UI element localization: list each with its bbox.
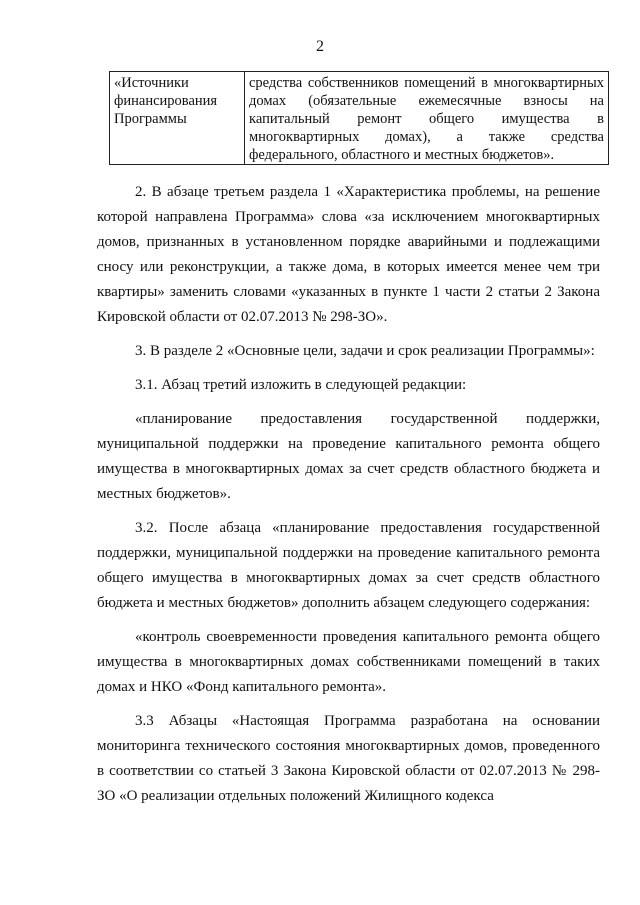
table-row: [110, 72, 609, 165]
paragraph: 3.1. Абзац третий изложить в следующей редакции:: [135, 377, 467, 393]
table-cell-value: средства собственников помещений в многоквартирных домах (обязательные ежемесячные взносы на капитальный ремонт общего имущества в многоквартирных домах), а также средства федерального, областного и местных бюджетов».: [245, 72, 609, 165]
paragraph: 3. В разделе 2 «Основные цели, задачи и срок реализации Программы»:: [135, 343, 595, 359]
page-number: 2: [316, 38, 324, 55]
paragraph: «планирование предоставления государственной поддержки, муниципальной поддержки на проведение капитального ремонта общего имущества в многоквартирных домах за счет средств областного бюджета и местных бюджетов».: [97, 411, 600, 502]
paragraph: «контроль своевременности проведения капитального ремонта общего имущества в многоквартирных домах собственниками помещений в таких домах и НКО «Фонд капитального ремонта».: [97, 629, 600, 695]
paragraph: 2. В абзаце третьем раздела 1 «Характеристика проблемы, на решение которой направлена Программа» слова «за исключением многоквартирных домов, признанных в установленном порядке аварийными и подлежащими сносу или реконструкции, а также дома, в которых имеется менее чем три квартиры» заменить словами «указанных в пункте 1 части 2 статьи 2 Закона Кировской области от 02.07.2013 № 298-ЗО».: [97, 184, 600, 325]
paragraph: 3.2. После абзаца «планирование предоставления государственной поддержки, муниципальной поддержки на проведение капитального ремонта общего имущества в многоквартирных домах за счет средств областного бюджета и местных бюджетов» дополнить абзацем следующего содержания:: [97, 520, 600, 611]
financing-table: [109, 71, 609, 165]
paragraph: 3.3 Абзацы «Настоящая Программа разработана на основании мониторинга технического состояния многоквартирных домов, проведенного в соответствии со статьей 3 Закона Кировской области от 02.07.2013 № 298-ЗО «О реализации отдельных положений Жилищного кодекса: [97, 713, 600, 804]
document-body: [97, 180, 600, 809]
table-cell-label: «Источники финансирования Программы: [110, 72, 245, 165]
